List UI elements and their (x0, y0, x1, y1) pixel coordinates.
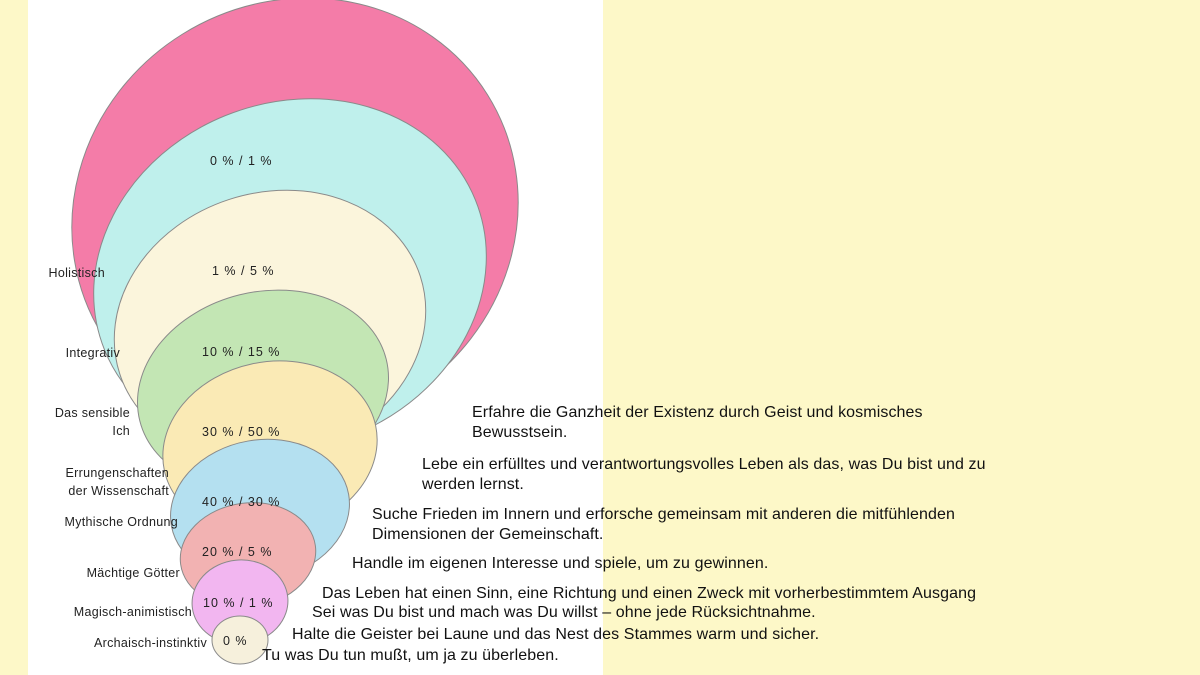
description-wissenschaft: Handle im eigenen Interesse und spiele, um zu gewinnen. (352, 555, 769, 572)
description-sensibles-ich: Suche Frieden im Innern und erforsche gemeinsam mit anderen die mitfühlenden Dimensionen der Gemeinschaft. (372, 506, 956, 543)
level-name-holistisch: Holistisch (48, 266, 105, 280)
description-integrativ: Lebe ein erfülltes und verantwortungsvolles Leben als das, was Du bist und zu werden lernst. (422, 456, 986, 493)
description-maechtige-goetter: Sei was Du bist und mach was Du willst – ohne jede Rücksichtnahme. (312, 604, 816, 621)
level-name-mythische-ordnung: Mythische Ordnung (64, 515, 178, 529)
level-name-wissenschaft: Errungenschaften der Wissenschaft (65, 466, 169, 498)
description-archaisch: Tu was Du tun mußt, um ja zu überleben. (262, 647, 559, 664)
description-magisch: Halte die Geister bei Laune und das Nest des Stammes warm und sicher. (292, 626, 820, 643)
description-mythische-ordnung: Das Leben hat einen Sinn, eine Richtung und einen Zweck mit vorherbestimmtem Ausgang (322, 585, 977, 602)
percent-magisch: 20 % / 5 % (202, 545, 273, 559)
level-name-archaisch: Archaisch-instinktiv (94, 636, 207, 650)
description-holistisch: Erfahre die Ganzheit der Existenz durch Geist und kosmisches Bewusstsein. (472, 404, 923, 441)
percent-archaisch: 10 % / 1 % (203, 596, 274, 610)
percent-wissenschaft: 10 % / 15 % (202, 345, 281, 359)
percent-integrativ: 0 % / 1 % (210, 154, 273, 168)
percent-sensibles-ich: 1 % / 5 % (212, 264, 275, 278)
level-name-sensibles-ich: Das sensible Ich (54, 406, 130, 438)
percent-mythische-ordnung: 30 % / 50 % (202, 425, 281, 439)
level-name-maechtige-goetter: Mächtige Götter (86, 566, 180, 580)
percent-maechtige-goetter: 40 % / 30 % (202, 495, 281, 509)
percent-core: 0 % (223, 634, 248, 648)
level-name-integrativ: Integrativ (65, 346, 120, 360)
level-name-magisch: Magisch-animistisch (73, 605, 192, 619)
